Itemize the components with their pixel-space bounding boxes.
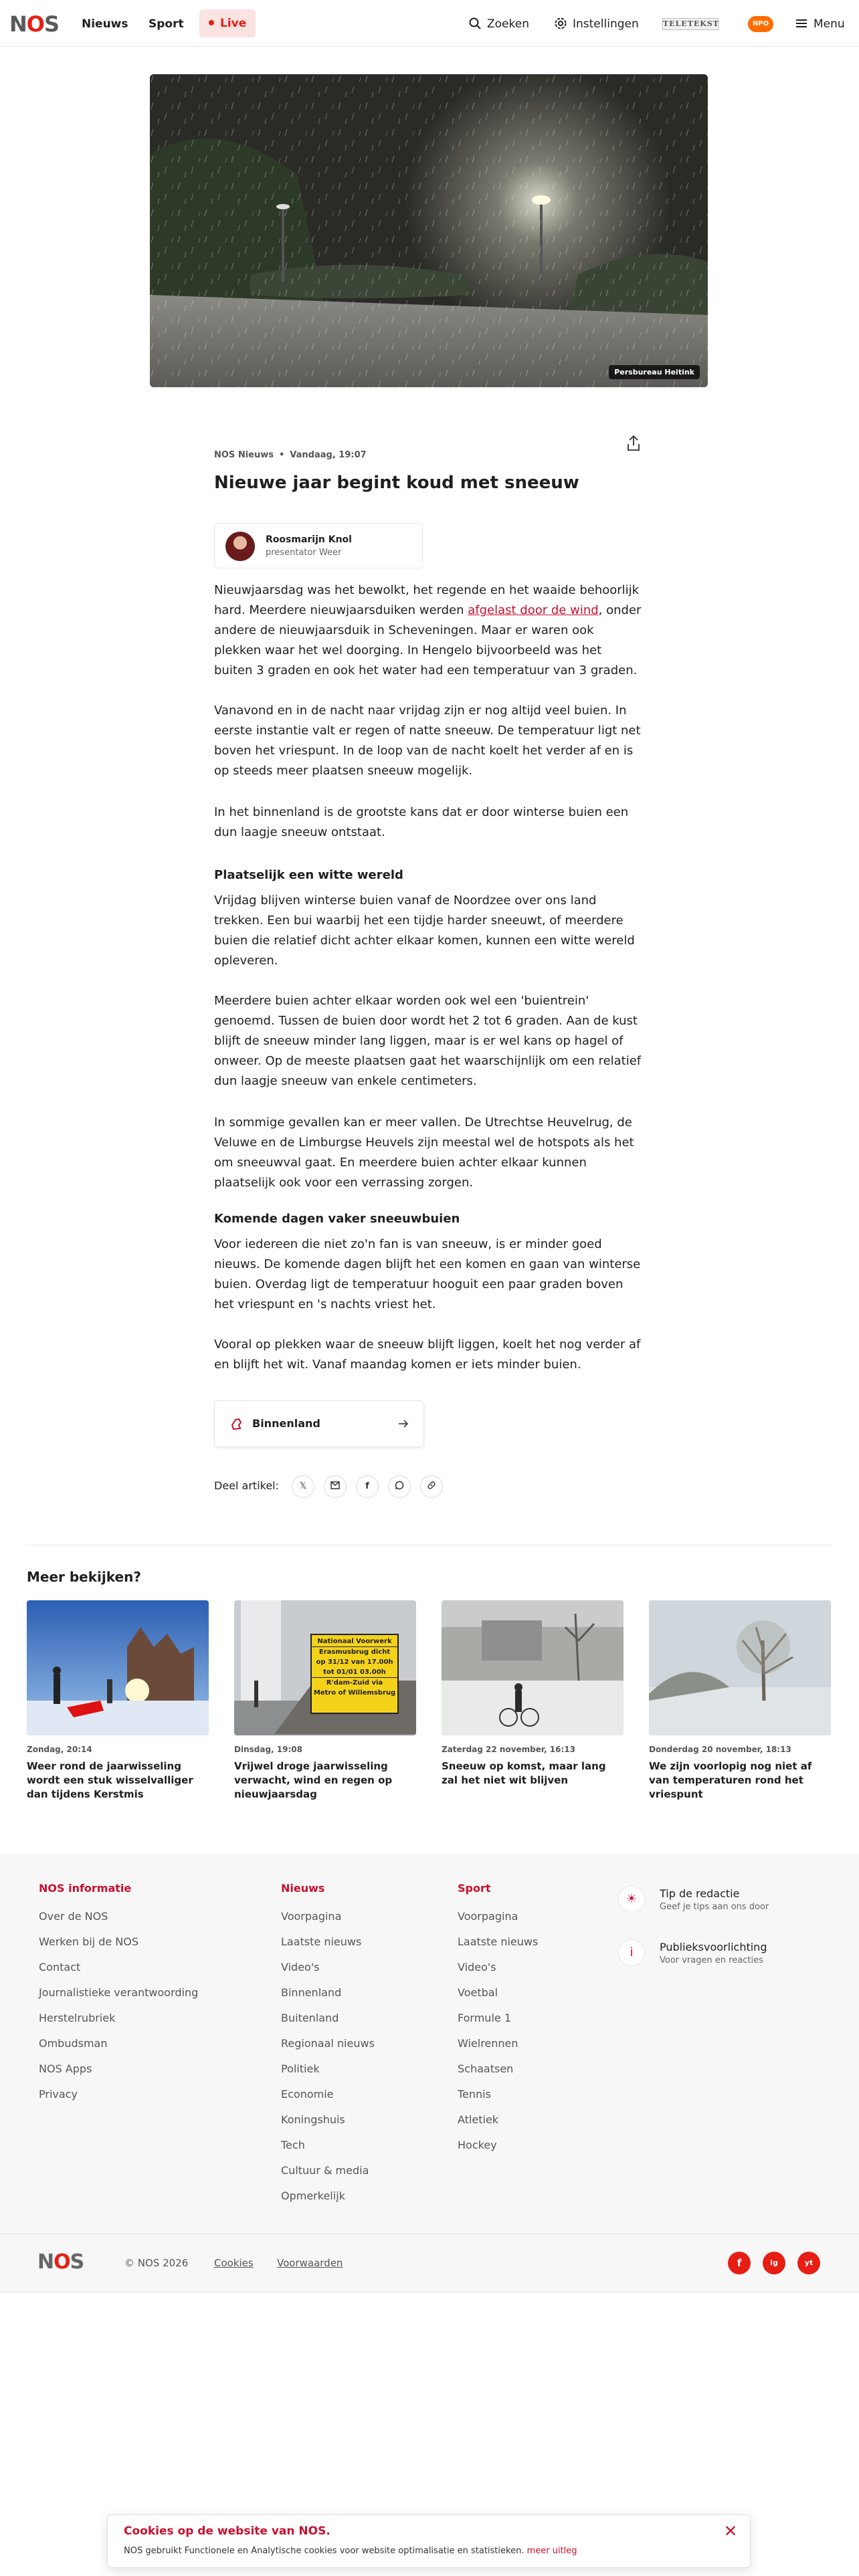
subheading-2 xyxy=(214,1210,644,1228)
related-image-1 xyxy=(27,1600,209,1735)
road-sign xyxy=(310,1634,399,1714)
arrow-right-icon xyxy=(397,1417,410,1430)
footer-link[interactable]: Binnenland xyxy=(281,1986,342,1999)
paragraph-8: Vooral op plekken waar de sneeuw blijft liggen, koelt het nog verder af en blijft het wit. Vanaf maandag komen er iets minder buien. xyxy=(214,1337,641,1372)
share-label: Deel artikel: xyxy=(214,1479,280,1492)
menu-button[interactable] xyxy=(795,12,845,36)
author-name: Roosmarijn Knol xyxy=(266,534,352,545)
footer-col-sport xyxy=(458,1882,538,2158)
related-date-1: Zondag, 20:14 xyxy=(27,1745,92,1754)
footer-link[interactable]: Laatste nieuws xyxy=(281,1935,362,1948)
paragraph-5: Meerdere buien achter elkaar worden ook wel een 'buientrein' genoemd. Tussen de buien door wordt het 2 tot 6 graden. Aan de kust blijft de sneeuw minder lang liggen, maar is er wel kans op hagel of onweer. Op de meeste plaatsen gaat het waarschijnlijk om een relatief dun laagje sneeuw van enkele centimeters. xyxy=(214,994,642,1088)
nos-logo[interactable]: NOS xyxy=(9,11,60,37)
netherlands-map-icon xyxy=(229,1417,244,1432)
paragraph-3: In het binnenland is de grootste kans dat er door winterse buien een dun laagje sneeuw ontstaat. xyxy=(214,805,629,839)
snowy-street-photo xyxy=(150,74,708,387)
nav-sport[interactable]: Sport xyxy=(149,17,184,31)
sign-line-5: R'dam-Zuid via xyxy=(312,1677,397,1688)
footer-col-info xyxy=(39,1882,198,2107)
cookie-title: Cookies op de website van NOS. xyxy=(124,2525,330,2538)
footer-link[interactable]: Hockey xyxy=(458,2139,497,2151)
voorwaarden-link[interactable]: Voorwaarden xyxy=(277,2257,343,2269)
live-label: Live xyxy=(220,17,247,30)
footer-link[interactable]: Schaatsen xyxy=(458,2062,514,2075)
settings-label: Instellingen xyxy=(573,17,639,31)
more-heading: Meer bekijken? xyxy=(27,1569,141,1585)
paragraph-1 xyxy=(214,580,644,681)
footer-link[interactable]: Koningshuis xyxy=(281,2113,345,2126)
email-icon xyxy=(330,1481,340,1489)
cookies-link[interactable]: Cookies xyxy=(214,2257,254,2269)
footer-link[interactable]: Buitenland xyxy=(281,2012,339,2024)
cookie-more-link[interactable]: meer uitleg xyxy=(527,2546,577,2556)
author-card[interactable] xyxy=(214,523,423,568)
tip-title: Tip de redactie xyxy=(660,1887,740,1900)
sign-line-2: Erasmusbrug dicht xyxy=(318,1648,391,1656)
author-role: presentator Weer xyxy=(266,548,342,558)
article-source: NOS Nieuws xyxy=(214,450,274,460)
related-title-2: Vrijwel droge jaarwisseling verwacht, wind en regen op nieuwjaarsdag xyxy=(234,1760,393,1800)
footer-link[interactable]: Werken bij de NOS xyxy=(39,1935,139,1948)
footer-link[interactable]: Regionaal nieuws xyxy=(281,2037,375,2050)
footer-link[interactable]: Politiek xyxy=(281,2062,320,2075)
footer-bar xyxy=(0,2234,859,2292)
sign-line-1: Nationaal Voorwerk xyxy=(312,1636,397,1647)
footer-link[interactable]: Formule 1 xyxy=(458,2012,511,2024)
site-header xyxy=(0,0,859,47)
footer-link[interactable]: Over de NOS xyxy=(39,1910,108,1923)
p1-text-a: Nieuwjaarsdag was het bewolkt, het regende en het waaide behoorlijk hard. Meerdere nieuwjaarsduiken werden xyxy=(214,583,640,617)
gear-icon xyxy=(554,17,567,30)
footer-link[interactable]: Herstelrubriek xyxy=(39,2012,116,2024)
close-icon[interactable]: ✕ xyxy=(723,2522,738,2541)
footer-link[interactable]: Contact xyxy=(39,1961,81,1973)
link-icon xyxy=(427,1481,436,1490)
facebook-icon[interactable]: f xyxy=(728,2252,751,2274)
footer-heading-sport: Sport xyxy=(458,1882,491,1895)
cookie-body xyxy=(124,2546,577,2556)
related-title-1: Weer rond de jaarwisseling wordt een stuk wisselvalliger dan tijdens Kerstmis xyxy=(27,1760,193,1800)
related-card-4[interactable] xyxy=(649,1600,831,1802)
subheading-1 xyxy=(214,867,644,884)
voorlichting-sub: Voor vragen en reacties xyxy=(660,1955,763,1965)
sign-line-6: Metro of Willemsbrug xyxy=(313,1689,396,1697)
teletekst-logo[interactable]: TELETEKST xyxy=(662,18,719,30)
related-card-3[interactable] xyxy=(442,1600,624,1788)
paragraph-2: Vanavond en in de nacht naar vrijdag zijn er nog altijd veel buien. In eerste instantie valt er regen of natte sneeuw. De temperatuur ligt net boven het vriespunt. In de loop van de nacht koelt het verder af en is op steeds meer plaatsen sneeuw mogelijk. xyxy=(214,704,641,778)
related-image-2 xyxy=(234,1600,416,1735)
related-card-1[interactable] xyxy=(27,1600,209,1802)
youtube-icon[interactable]: yt xyxy=(797,2252,820,2274)
p1-text-b: , onder andere de nieuwjaarsduik in Scheveningen. Maar er waren ook plekken waar het wel doorging. In Hengelo bijvoorbeeld was het buiten 3 graden en ook het water had een temperatuur van 3 graden. xyxy=(214,603,642,677)
share-x-button[interactable] xyxy=(292,1475,314,1498)
search-icon xyxy=(468,17,482,30)
sign-line-4: tot 01/01 03.00h xyxy=(323,1669,386,1676)
footer-heading-nieuws: Nieuws xyxy=(281,1882,325,1895)
footer-link[interactable]: Video's xyxy=(458,1961,496,1973)
footer-link[interactable]: Voorpagina xyxy=(458,1910,518,1923)
share-button[interactable] xyxy=(622,432,645,455)
footer-link[interactable]: Voetbal xyxy=(458,1986,498,1999)
footer-link[interactable]: Opmerkelijk xyxy=(281,2189,345,2202)
cookie-text: NOS gebruikt Functionele en Analytische cookies voor website optimalisatie en statistieken. xyxy=(124,2546,527,2556)
voorlichting-title: Publieksvoorlichting xyxy=(660,1941,767,1953)
footer-link[interactable]: Wielrennen xyxy=(458,2037,518,2050)
article-time: Vandaag, 19:07 xyxy=(290,450,367,460)
related-card-2[interactable] xyxy=(234,1600,416,1802)
article-title: Nieuwe jaar begint koud met sneeuw xyxy=(214,473,579,493)
nav-nieuws[interactable]: Nieuws xyxy=(82,17,128,31)
paragraph-6: In sommige gevallen kan er meer vallen. De Utrechtse Heuvelrug, de Veluwe en de Limburgse Heuvels zijn meestal wel de hotspots als het om sneeuwval gaat. En meerdere buien achter elkaar kunnen plaatselijk ook voor een verrassing zorgen. xyxy=(214,1115,634,1190)
tag-binnenland[interactable] xyxy=(214,1400,424,1447)
share-whatsapp-button[interactable] xyxy=(388,1475,411,1498)
subheading-1-text: Plaatselijk een witte wereld xyxy=(214,868,403,882)
sign-line-3: op 31/12 van 17.00h xyxy=(316,1658,393,1666)
footer-link[interactable]: Tennis xyxy=(458,2088,491,2101)
share-facebook-button[interactable] xyxy=(356,1475,379,1498)
footer-link[interactable]: Video's xyxy=(281,1961,320,1973)
article-meta: NOS Nieuws • Vandaag, 19:07 xyxy=(214,450,367,460)
footer-heading-info: NOS informatie xyxy=(39,1882,132,1895)
related-date-3: Zaterdag 22 november, 16:13 xyxy=(442,1745,575,1754)
footer-link[interactable]: Laatste nieuws xyxy=(458,1935,539,1948)
settings-button[interactable] xyxy=(554,12,639,36)
photo-credit: Persbureau Heitink xyxy=(609,365,700,379)
related-title-3: Sneeuw op komst, maar lang zal het niet wit blijven xyxy=(442,1760,606,1786)
footer-link[interactable]: Voorpagina xyxy=(281,1910,342,1923)
inline-link[interactable]: afgelast door de wind xyxy=(468,603,599,617)
footer-link[interactable]: Economie xyxy=(281,2088,334,2101)
tip-sub: Geef je tips aan ons door xyxy=(660,1902,769,1912)
paragraph-7: Voor iedereen die niet zo'n fan is van sneeuw, is er minder goed nieuws. De komende dagen blijft het een komen en gaan van winterse buien. Overdag ligt de temperatuur hooguit een paar graden boven het vriespunt en 's nachts vriest het. xyxy=(214,1237,641,1311)
tag-label: Binnenland xyxy=(252,1417,320,1430)
hamburger-icon xyxy=(795,17,808,30)
npo-logo[interactable]: NPO xyxy=(748,16,773,32)
related-image-3 xyxy=(442,1600,624,1735)
footer-link[interactable]: Ombudsman xyxy=(39,2037,108,2050)
x-icon: 𝕏 xyxy=(299,1481,307,1491)
avatar xyxy=(225,532,255,561)
related-date-4: Donderdag 20 november, 18:13 xyxy=(649,1745,791,1754)
whatsapp-icon xyxy=(395,1481,404,1490)
footer-logo[interactable]: NOS xyxy=(37,2250,84,2274)
info-icon: i xyxy=(618,1939,645,1966)
cookie-banner xyxy=(107,2514,751,2568)
facebook-icon: f xyxy=(365,1481,369,1491)
menu-label: Menu xyxy=(814,17,845,31)
search-button[interactable] xyxy=(468,12,529,36)
related-date-2: Dinsdag, 19:08 xyxy=(234,1745,302,1754)
instagram-icon[interactable]: ig xyxy=(763,2252,785,2274)
footer-col-nieuws xyxy=(281,1882,375,2209)
lightbulb-icon: ☀ xyxy=(618,1886,645,1913)
copyright: © NOS 2026 xyxy=(124,2257,189,2269)
footer-link[interactable]: NOS Apps xyxy=(39,2062,92,2075)
footer-link[interactable]: Tech xyxy=(281,2139,305,2151)
footer-link[interactable]: Atletiek xyxy=(458,2113,499,2126)
related-title-4: We zijn voorlopig nog niet af van temperaturen rond het vriespunt xyxy=(649,1760,812,1800)
live-dot-icon xyxy=(209,20,214,25)
footer-link[interactable]: Journalistieke verantwoording xyxy=(39,1986,199,1999)
subheading-2-text: Komende dagen vaker sneeuwbuien xyxy=(214,1212,460,1226)
hero-image xyxy=(150,74,708,387)
footer-link[interactable]: Cultuur & media xyxy=(281,2164,369,2177)
footer-link[interactable]: Privacy xyxy=(39,2088,78,2101)
related-image-4 xyxy=(649,1600,831,1735)
search-label: Zoeken xyxy=(487,17,529,31)
paragraph-4: Vrijdag blijven winterse buien vanaf de Noordzee over ons land trekken. Een bui waarbij het een tijdje harder sneeuwt, of meerdere buien die relatief dicht achter elkaar komen, kunnen een witte wereld opleveren. xyxy=(214,893,635,968)
share-icon xyxy=(622,432,645,455)
nav-live[interactable] xyxy=(199,9,256,37)
share-link-button[interactable] xyxy=(420,1475,443,1498)
share-email-button[interactable] xyxy=(324,1475,347,1498)
